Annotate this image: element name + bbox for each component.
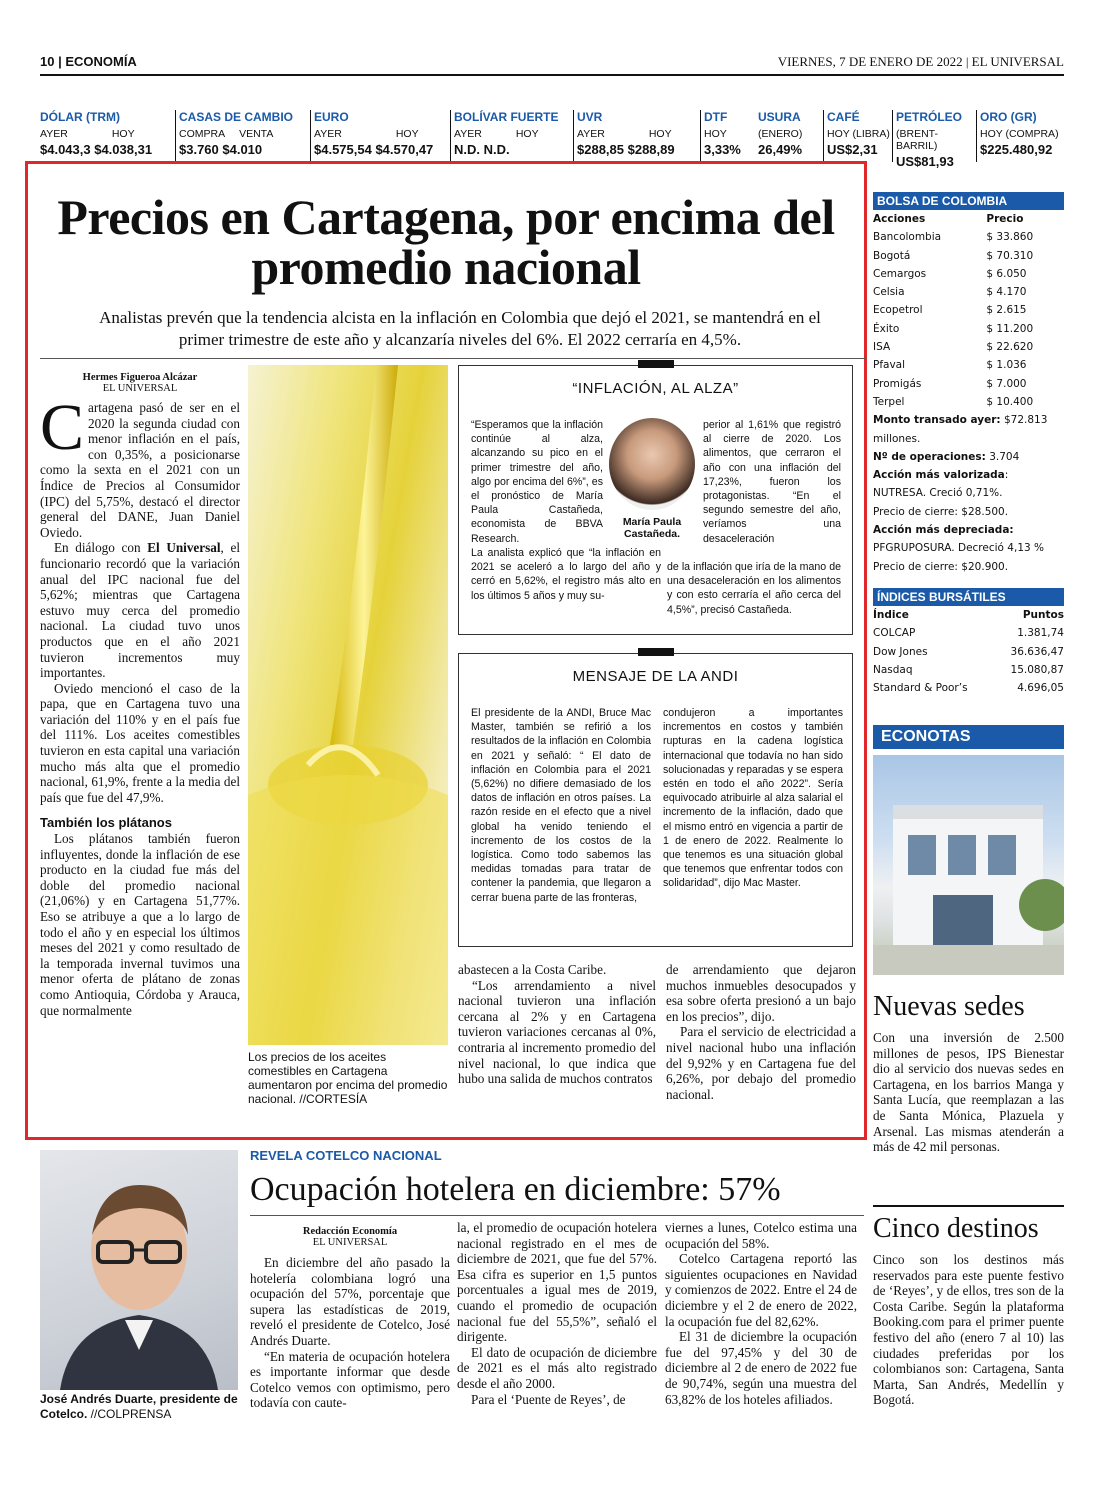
header-rule [40,74,1064,76]
box-title: “INFLACIÓN, AL ALZA” [572,380,739,397]
table-row: Celsia $ 4.170 [873,286,1027,299]
analyst-name: María Paula Castañeda. [622,516,682,540]
ops-line: Nº de operaciones: 3.704 [873,450,1020,463]
table-row: Bogotá $ 70.310 [873,249,1034,262]
dropcap: C [40,391,85,464]
ticker-euro: EURO AYER HOY $4.575,54 $4.570,47 [310,110,448,162]
table-row: Nasdaq 15.080,87 [873,663,1064,676]
indices-table: Índice Puntos COLCAP 1.381,74 Dow Jones 36.636,47 Nasdaq 15.080,87 Standard & Poor’s 4.696,05 [873,606,1064,697]
main-column-4: de arrendamiento que dejaron muchos inmuebles desocupados y esa sobre oferta presionó a un bajo en los precios”, dijo. Para el servicio de electricidad a nivel nacional hubo una inflación del 9,92% y en Cartagena fue del 6,26%, por debajo del promedio nacional. [666,962,856,1102]
person-illustration [40,1150,238,1390]
nuevas-sedes-body: Con una inversión de 2.500 millones de pesos, IPS Bienestar dio al servicio dos nuevas sedes en Cartagena, en los barrios Manga y Santa Lucía, que reemplazan a las de Santa Mónica, Plazuela y Arsenal. Las mismas atenderán a más de 42 mil personas. [873,1030,1064,1155]
box-andi: MENSAJE DE LA ANDI El presidente de la ANDI, Bruce Mac Master, también se refirió a los resultados de la inflación en Colombia en 2021 y señaló: “ El dato de inflación en Colombia para el 2021 (5,62%) no difiere demasiado de los datos de inflación en otros países. La razón reside en el efecto que a nivel global ha venido teniendo el incremento de los costos de la logística. Como todo sabemos las medidas tomadas para tratar de contener la pandemia, que llegaron a cerrar buena parte de las fronteras, condujeron a importantes incrementos en costos y también rupturas en la cadena logística internacional que todavía no han sido solucionadas y reparadas y se espera estén en todo el año 2022”. Sería equivocado atribuirle al alza salarial el incremento de la inflación, dado que el mismo entró en vigencia a partir de 1 de enero de 2022. Realmente lo que tenemos es una situación global que tenemos que enfrentar todos con solidaridad”, dijo Mac Master. [458,653,853,947]
person-photo [40,1150,238,1390]
main-column-3: abastecen a la Costa Caribe. “Los arrendamiento a nivel nacional tuvieron una inflación cercana al 2% y en Cartagena tuvieron variaciones cercanas al 0%, contraria al incremento promedio del nivel nacional, lo que indica que hubo una salida de muchos contratos [458,962,656,1087]
deck-rule [40,358,866,359]
oil-illustration [248,365,448,1045]
bolsa-table: Acciones Precio Bancolombia $ 33.860 Bogotá $ 70.310 Cemargos $ 6.050 Celsia $ 4.170 Ecopetrol $ 2.615 Éxito $ 11.200 ISA $ 22.620 Pfaval $ 1.036 Promigás $ 7.000 Terpel $ 10.400 [873,210,1064,411]
ticker-dolar: DÓLAR (TRM) AYER HOY $4.043,3 $4.038,31 [40,110,153,157]
bottom-rule [250,1215,864,1216]
table-row: COLCAP 1.381,74 [873,627,1064,640]
econotas-rule [873,1205,1064,1207]
photo-caption: Los precios de los aceites comestibles en Cartagena aumentaron por encima del promedio nacional. //CORTESÍA [248,1050,448,1106]
bottom-headline: Ocupación hotelera en diciembre: 57% [250,1171,781,1208]
box-title: MENSAJE DE LA ANDI [572,668,739,685]
market-sidebar: BOLSA DE COLOMBIA Acciones Precio Bancolombia $ 33.860 Bogotá $ 70.310 Cemargos $ 6.050 Celsia $ 4.170 Ecopetrol $ 2.615 Éxito $ 11.200 ISA $ 22.620 Pfaval $ 1.036 Promigás $ 7.000 Terpel $ 10.400 Monto transado ayer: $72.813 millones. Nº de operaciones: 3.704 Acción más valorizada: NUTRESA. Creció 0,71%. Precio de cierre: $28.500. Acción más depreciada: PFGRUPOSURA. Decreció 4,13 % Precio de cierre: $20.900. ÍNDICES BURSÁTILES Índice Puntos COLCAP 1.381,74 Dow Jones 36.636,47 Nasdaq 15.080,87 Standard & Poor’s 4.696,05 [873,192,1064,697]
oil-pour-photo [248,365,448,1045]
table-row: Standard & Poor’s 4.696,05 [873,682,1064,695]
table-row: Terpel $ 10.400 [873,395,1034,408]
box-inflacion: “INFLACIÓN, AL ALZA” “Esperamos que la inflación continúe al alza, alcanzando su pico en el primer trimestre del año, algo por encima del 6%”, es el pronóstico de María Paula Castañeda, economista de BBVA Research. María Paula Castañeda. perior al 1,61% que registró al cierre de 2020. Los alimentos, que cerraron el año con una inflación del 17,23%, fueron los protagonistas. “En el segundo semestre del año, veríamos una desaceleración La analista explicó que “la inflación en 2021 se aceleró a lo largo del año y cerró en 5,62%, el registro más alto en los últimos 5 años y muy su- de la inflación que iría de la mano de una desaceleración en los alimentos y con esto cerraría el año cerca del 4,5%”, precisó Castañeda. [458,365,853,635]
table-row: Ecopetrol $ 2.615 [873,304,1027,317]
table-row: Cemargos $ 6.050 [873,267,1027,280]
box-tab [638,648,674,656]
byline: Hermes Figueroa Alcázar EL UNIVERSAL [82,372,198,394]
bottom-column-3: viernes a lunes, Cotelco estima una ocupación del 58%. Cotelco Cartagena reportó las siguientes ocupaciones en Navidad y comienzos de 2022. Entre el 24 de diciembre y el 2 de enero de 2022, la ocupación fue del 82,62%. El 31 de diciembre la ocupación fue del 97,45% y del 30 de diciembre al 2 de enero de 2022 fue de 90,74%, según una muestra del 63,82% de los hoteles afiliados. [665,1220,857,1407]
kicker: REVELA COTELCO NACIONAL [250,1148,442,1163]
table-row: ISA $ 22.620 [873,341,1034,354]
main-column-1: Cartagena pasó de ser en el 2020 la segunda ciudad con menor inflación en el país, con 0,35%, a posicionarse como la sexta en el 2021 con un Índice de Precios al Consumidor (IPC) del 5,75%, destacó el director general del DANE, Juan Daniel Oviedo. En diálogo con El Universal, el funcionario recordó que la variación anual del IPC nacional fue del 5,62%; mientras que Cartagena estuvo muy cerca del promedio nacional. La ciudad tuvo unos productos que en el año 2021 tuvieron incrementos muy importantes. Oviedo mencionó el caso de la papa, que en Cartagena tuvo una variación del 110% y en el país fue del 111%. Los aceites comestibles tuvieron en esta capital una variación mucho más alta que el promedio nacional, 61,9%, frente a la media del país que fue del 47,9%. También los plátanos Los plátanos también fueron influyentes, donde la inflación de ese producto en la ciudad fue más del doble del promedio nacional (21,06%) y en Cartagena 51,77%. Eso se atribuye a que a lo largo de todo el año y en especial los últimos meses del 2021 y como resultado de la temporada invernal tuvimos una menor oferta de plátano de zonas como Antioquia, Córdoba y Arauca, que normalmente [40,391,240,1018]
monto-line: Monto transado ayer: $72.813 millones. [873,414,1048,445]
date-line: VIERNES, 7 DE ENERO DE 2022 | EL UNIVERSAL [777,54,1064,69]
nuevas-sedes-title: Nuevas sedes [873,991,1025,1022]
ticker-usura: USURA (ENERO) 26,49% [758,110,803,157]
table-row: Promigás $ 7.000 [873,377,1027,390]
cinco-destinos-title: Cinco destinos [873,1213,1039,1244]
mas-depreciada-label: Acción más depreciada: [873,524,1014,537]
ticker-casas-cambio: CASAS DE CAMBIO COMPRA VENTA $3.760 $4.010 [175,110,307,162]
building-photo [873,755,1064,975]
ticker-petroleo: PETRÓLEO (BRENT-BARRIL) US$81,93 [892,110,976,162]
subhead: También los plátanos [40,815,172,831]
analyst-photo [609,418,695,510]
cinco-destinos-body: Cinco son los destinos más reservados para este puente festivo de ‘Reyes’, y de ellos, tres son de la Costa Caribe. Según la plataforma Booking.com para el primer puente festivo del año (enero 7 al 10) las ciudades preferidas por los colombianos son: Cartagena, Santa Marta, San Andrés, Medellín y Bogotá. [873,1252,1064,1408]
table-row: Éxito $ 11.200 [873,322,1034,335]
ticker-oro: ORO (GR) HOY (COMPRA) $225.480,92 [976,110,1065,162]
main-deck: Analistas prevén que la tendencia alcista en la inflación en Colombia que dejó el 2021, se mantendrá en el primer trimestre de este año y alcanzaría niveles del 6%. El 2022 cerraría en 4,5%. [99,308,821,349]
building-illustration [873,755,1064,975]
econotas-head: ECONOTAS [873,725,1064,749]
indices-head: ÍNDICES BURSÁTILES [873,588,1064,606]
bottom-byline: Redacción Economía EL UNIVERSAL [302,1226,398,1248]
mas-valorizada-label: Acción más valorizada: [873,469,1009,482]
market-ticker [40,110,1065,169]
ticker-uvr: UVR AYER HOY $288,85 $288,89 [573,110,698,162]
table-row: Pfaval $ 1.036 [873,359,1027,372]
ticker-dtf: DTF HOY 3,33% [700,110,755,162]
bottom-column-1: En diciembre del año pasado la hotelería colombiana logró una ocupación del 57%, porcentaje que supera las estadísticas de 2019, reveló el presidente de Cotelco, José Andrés Duarte. “En materia de ocupación hotelera es importante informar que desde Cotelco vemos con optimismo, pero todavía con caute- [250,1255,450,1411]
bolsa-head: BOLSA DE COLOMBIA [873,192,1064,210]
table-row: Dow Jones 36.636,47 [873,645,1064,658]
ticker-cafe: CAFÉ HOY (LIBRA) US$2,31 [823,110,891,162]
main-headline: Precios en Cartagena, por encima del promedio nacional [57,189,835,295]
table-row: Bancolombia $ 33.860 [873,231,1034,244]
section-label: 10 | ECONOMÍA [40,54,137,69]
box-tab [638,360,674,368]
ticker-bolivar: BOLÍVAR FUERTE AYER HOY N.D. N.D. [450,110,572,162]
person-caption: José Andrés Duarte, presidente de Cotelco. //COLPRENSA [40,1392,238,1421]
bottom-column-2: la, el promedio de ocupación hotelera nacional registrado en el mes de diciembre de 2021, que fue del 57%. Esa cifra es superior en 1,5 puntos porcentuales a igual mes de 2019, cuando el promedio de ocupación nacional fue del 55,5%”, señaló el dirigente. El dato de ocupación de diciembre de 2021 es el más alto registrado desde el año 2000. Para el ‘Puente de Reyes’, de [457,1220,657,1407]
